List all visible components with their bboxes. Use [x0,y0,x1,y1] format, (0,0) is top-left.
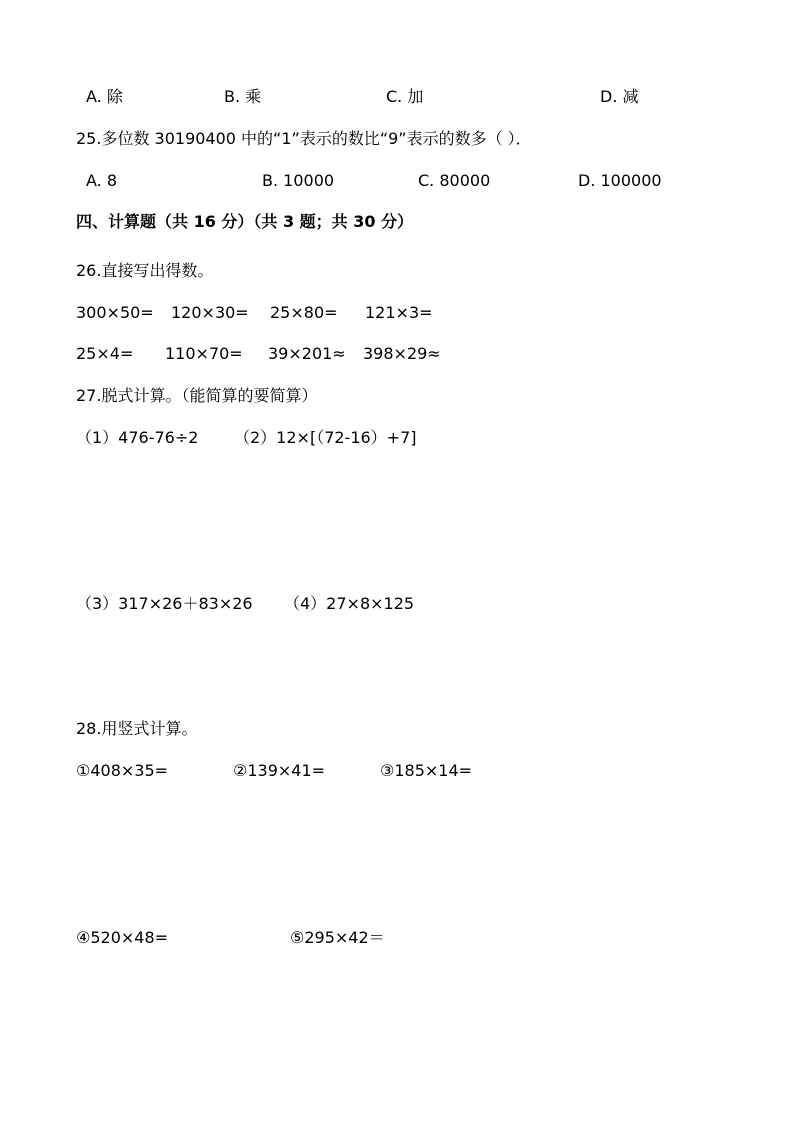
q25-option-c: C. 80000 [418,171,491,190]
q25-option-d: D. 100000 [578,171,662,190]
q26-question: 26.直接写出得数。 [76,261,214,280]
q28-item-1: ①408×35= [76,761,169,780]
q26-item: 120×30= [171,303,249,322]
q24-option-c: C. 加 [386,87,424,106]
q26-item: 110×70= [165,344,243,363]
q27-item-1: （1）476-76÷2 [76,428,199,447]
q25-option-a: A. 8 [86,171,118,190]
q27-item-4: （4）27×8×125 [284,594,415,613]
q24-option-a: A. 除 [86,87,123,106]
q26-item: 39×201≈ [268,344,346,363]
q26-item: 25×4= [76,344,134,363]
q26-item: 398×29≈ [363,344,441,363]
q27-item-3: （3）317×26＋83×26 [76,594,253,613]
q28-item-3: ③185×14= [380,761,473,780]
q26-item: 121×3= [365,303,433,322]
section-heading: 四、计算题（共 16 分）（共 3 题；共 30 分） [76,212,414,231]
q27-item-2: （2）12×[（72-16）+7] [234,428,417,447]
q26-item: 300×50= [76,303,154,322]
q28-item-4: ④520×48= [76,928,169,947]
q28-item-5: ⑤295×42＝ [290,928,385,947]
q24-option-d: D. 减 [600,87,639,106]
q24-option-b: B. 乘 [224,87,262,106]
q27-question: 27.脱式计算。（能简算的要简算） [76,386,318,405]
q25-option-b: B. 10000 [262,171,335,190]
q28-question: 28.用竖式计算。 [76,719,198,738]
q26-item: 25×80= [270,303,338,322]
q25-question: 25.多位数 30190400 中的“1”表示的数比“9”表示的数多（ ）． [76,129,532,148]
q28-item-2: ②139×41= [233,761,326,780]
